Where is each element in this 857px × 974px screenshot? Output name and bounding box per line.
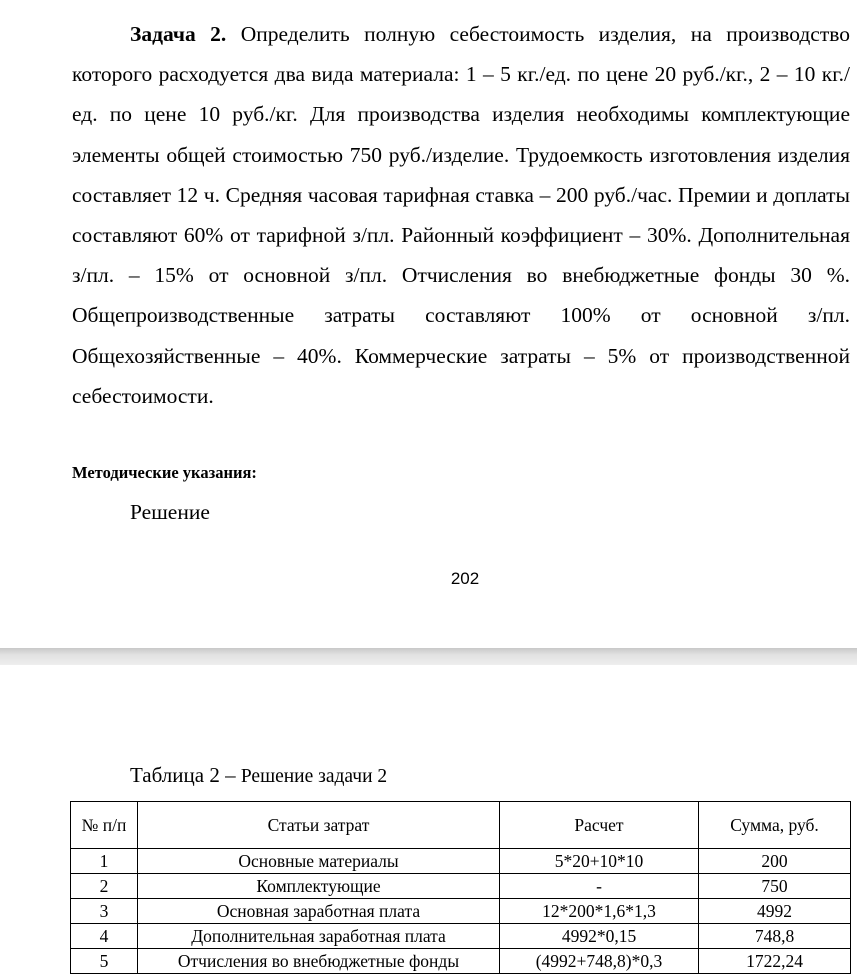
problem-label: Задача 2. — [130, 22, 227, 46]
method-heading: Методические указания: — [72, 463, 257, 482]
header-number: № п/п — [71, 802, 138, 849]
cell-item: Отчисления во внебюджетные фонды — [138, 949, 500, 974]
cell-item: Дополнительная заработная плата — [138, 924, 500, 949]
cost-table — [70, 801, 851, 974]
cell-item: Основные материалы — [138, 849, 500, 874]
cell-number: 2 — [71, 874, 138, 899]
cell-calc: 5*20+10*10 — [500, 849, 699, 874]
cell-number: 3 — [71, 899, 138, 924]
table-header-row — [71, 802, 851, 849]
table-caption — [130, 763, 387, 788]
page-separator — [0, 648, 857, 665]
header-sum: Сумма, руб. — [699, 802, 851, 849]
cell-calc: 4992*0,15 — [500, 924, 699, 949]
cell-sum: 1722,24 — [699, 949, 851, 974]
table-row — [71, 874, 851, 899]
problem-paragraph — [72, 14, 850, 416]
page-number: 202 — [450, 569, 480, 588]
header-cost-items: Статьи затрат — [138, 802, 500, 849]
table-caption-sub: Решение задачи 2 — [240, 766, 388, 787]
cell-sum: 4992 — [699, 899, 851, 924]
table-row — [71, 849, 851, 874]
table-caption-main: Таблица 2 – — [130, 763, 241, 787]
header-calculation: Расчет — [500, 802, 699, 849]
cell-sum: 750 — [699, 874, 851, 899]
problem-text: Определить полную себестоимость изделия, на производство которого расходуется два вида материала: 1 – 5 кг./ед. по цене 20 руб./кг., 2 – 10 кг./ед. по цене 10 руб./кг. Для производства изделия необходимы комплектующие элементы общей стоимостью 750 руб./изделие. Трудоемкость изготовления изделия составляет 12 ч. Средняя часовая тарифная ставка – 200 руб./час. Премии и доплаты составляют 60% от тарифной з/пл. Районный коэффициент – 30%. Дополнительная з/пл. – 15% от основной з/пл. Отчисления во внебюджетные фонды 30 %. Общепроизводственные затраты составляют 100% от основной з/пл. Общехозяйственные – 40%. Коммерческие затраты – 5% от производственной себестоимости. — [72, 22, 850, 408]
cell-calc: - — [500, 874, 699, 899]
cell-sum: 748,8 — [699, 924, 851, 949]
cell-item: Комплектующие — [138, 874, 500, 899]
solution-heading: Решение — [130, 500, 210, 524]
table-row — [71, 924, 851, 949]
cell-number: 5 — [71, 949, 138, 974]
cell-number: 1 — [71, 849, 138, 874]
cell-calc: (4992+748,8)*0,3 — [500, 949, 699, 974]
table-row — [71, 899, 851, 924]
cell-calc: 12*200*1,6*1,3 — [500, 899, 699, 924]
cell-sum: 200 — [699, 849, 851, 874]
table-row — [71, 949, 851, 974]
cell-number: 4 — [71, 924, 138, 949]
cell-item: Основная заработная плата — [138, 899, 500, 924]
